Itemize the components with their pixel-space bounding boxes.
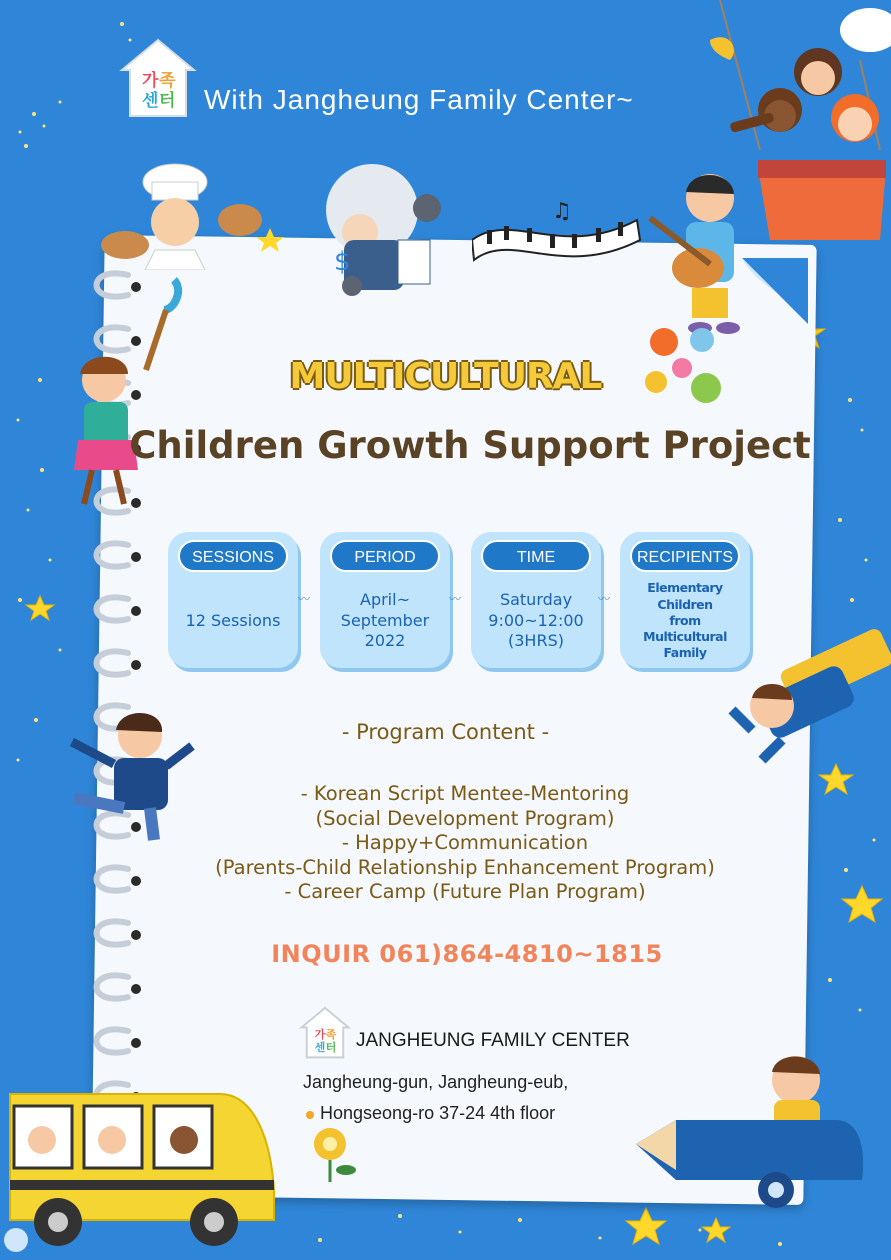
svg-text:센: 센 bbox=[314, 1040, 326, 1054]
pencil-car-illustration bbox=[636, 1040, 876, 1220]
header-tagline: With Jangheung Family Center~ bbox=[204, 84, 634, 115]
house-logo-icon bbox=[114, 34, 202, 120]
svg-text:터: 터 bbox=[325, 1040, 337, 1054]
info-card-time bbox=[471, 532, 601, 668]
address-line-1: Jangheung-gun, Jangheung-eub, bbox=[303, 1072, 569, 1092]
list-item: - Career Camp (Future Plan Program) bbox=[284, 880, 646, 903]
svg-text:♫: ♫ bbox=[552, 199, 572, 224]
address-line-2: Hongseong-ro 37-24 4th floor bbox=[320, 1103, 556, 1123]
list-item: (Social Development Program) bbox=[315, 806, 615, 830]
card-label: RECIPIENTS bbox=[630, 540, 740, 572]
svg-text:터: 터 bbox=[159, 91, 176, 111]
svg-text:족: 족 bbox=[325, 1027, 337, 1041]
center-name: JANGHEUNG FAMILY CENTER bbox=[356, 1030, 630, 1051]
worker-illustration bbox=[312, 160, 462, 300]
piano-keys-illustration bbox=[472, 190, 642, 270]
program-content-heading: - Program Content - bbox=[341, 720, 550, 744]
card-value: 12 Sessions bbox=[185, 610, 281, 630]
bullet-dot-icon bbox=[306, 1111, 314, 1119]
card-value: April~ September 2022 bbox=[340, 589, 430, 651]
page-title: Children Growth Support Project bbox=[129, 424, 811, 467]
program-content-list bbox=[130, 782, 800, 905]
svg-text:가: 가 bbox=[314, 1027, 326, 1041]
card-label: TIME bbox=[481, 540, 591, 572]
info-card-period bbox=[320, 532, 450, 668]
flower-illustration bbox=[300, 1122, 364, 1182]
svg-text:$: $ bbox=[334, 247, 351, 277]
svg-text:족: 족 bbox=[159, 71, 176, 91]
list-item: - Happy+Communication bbox=[341, 831, 589, 854]
wave-connector-icon: 〰 bbox=[598, 592, 611, 606]
list-item: - Korean Script Mentee-Mentoring bbox=[300, 782, 630, 805]
card-value: Saturday 9:00~12:00 (3HRS) bbox=[488, 589, 584, 651]
info-card-sessions bbox=[168, 532, 298, 668]
inquiry-phone: INQUIR 061)864-4810~1815 bbox=[271, 940, 663, 968]
card-label: SESSIONS bbox=[178, 540, 288, 572]
kicker-title: MULTICULTURAL bbox=[289, 356, 602, 397]
svg-text:센: 센 bbox=[142, 91, 159, 111]
list-item: (Parents-Child Relationship Enhancement Program) bbox=[215, 855, 715, 879]
wave-connector-icon: 〰 bbox=[298, 592, 311, 606]
card-value: Elementary Children from Multicultural Family bbox=[643, 580, 727, 661]
svg-text:가: 가 bbox=[142, 71, 159, 91]
card-label: PERIOD bbox=[330, 540, 440, 572]
footer-house-logo-icon bbox=[296, 1004, 354, 1060]
chef-illustration bbox=[100, 160, 290, 270]
school-bus-illustration bbox=[0, 1070, 290, 1260]
wave-connector-icon: 〰 bbox=[449, 592, 462, 606]
jumping-boy-illustration bbox=[722, 620, 891, 770]
